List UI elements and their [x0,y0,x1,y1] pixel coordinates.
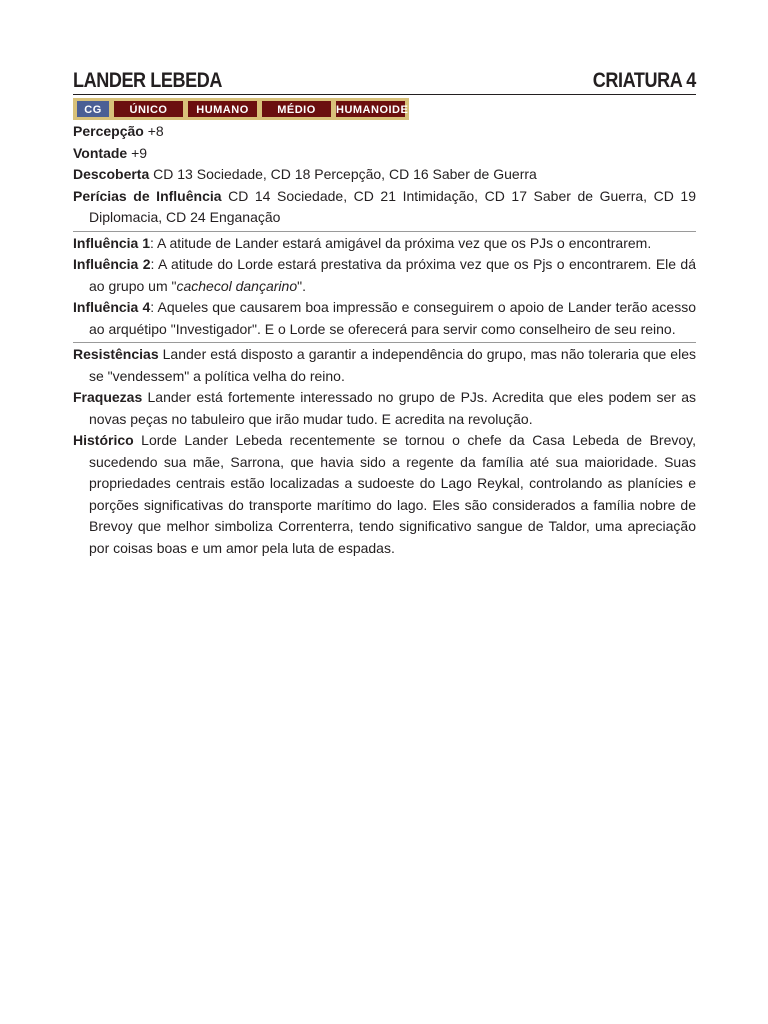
discovery-label: Descoberta [73,166,150,182]
will-value: +9 [127,144,148,161]
influence-skills-value: CD 14 Sociedade, CD 21 Intimidação, CD 17 Saber de Guerra, CD 19 Diplomacia, CD 24 Enganação [89,187,697,225]
influence-2-item: cachecol dançarino [176,277,298,294]
discovery-value: CD 13 Sociedade, CD 18 Percepção, CD 16 Saber de Guerra [149,166,537,182]
trait-unique: ÚNICO [113,100,184,118]
history-text: Lorde Lander Lebeda recentemente se tornou o chefe da Casa Lebeda de Brevoy, sucedendo sua mãe, Sarrona, que havia sido a regente da família até sua maioridade. Suas propriedades centrais estão localizadas a sudoeste do Lago Reykal, controlando as planícies e porções significativas do transporte marítimo do lago. Eles são considerados a família nobre de Brevoy que melhor simboliza Correnterra, tendo significativo sangue de Taldor, uma apreciação por coisas boas e um amor pela luta de espadas. [89,432,696,556]
trait-humanoid: HUMANOIDE [335,100,406,118]
resistances-text: Lander está disposto a garantir a independência do grupo, mas não toleraria que eles se "vendessem" a política velha do reino. [89,346,696,384]
influence-2-end: ". [297,277,306,294]
history-line [73,430,696,559]
will-label: Vontade [73,144,128,161]
weaknesses-label: Fraquezas [73,389,143,405]
trait-medium: MÉDIO [261,100,332,118]
influence-2-text: : A atitude do Lorde estará prestativa da próxima vez que os Pjs o encontrarem. Ele dá ao grupo um " [89,256,696,294]
divider [73,342,696,343]
influence-2-line [73,254,696,297]
divider [73,231,696,232]
discovery-line [73,164,696,186]
perception-label: Percepção [73,123,144,139]
stat-block-header [73,64,696,95]
trait-bar [73,98,409,120]
perception-value: +8 [143,123,164,139]
resistances-label: Resistências [73,346,159,362]
weaknesses-text: Lander está fortemente interessado no grupo de PJs. Acredita que eles podem ser as novas peças no tabuleiro que irão mudar tudo. E acredita na revolução. [89,389,696,427]
influence-1-line [73,233,696,255]
influence-skills-line [73,186,696,229]
weaknesses-line [73,387,696,430]
stat-block [73,64,696,559]
influence-2-label: Influência 2 [73,256,151,272]
creature-level: CRIATURA 4 [592,69,696,92]
influence-skills-label: Perícias de Influência [73,187,222,204]
influence-1-label: Influência 1 [73,234,151,251]
trait-human: HUMANO [187,100,258,118]
influence-4-text: : Aqueles que causarem boa impressão e conseguirem o apoio de Lander terão acesso ao arquétipo "Investigador". E o Lorde se oferecerá para servir como conselheiro de seu reino. [89,299,696,337]
influence-4-line [73,297,696,340]
perception-line [73,121,696,143]
resistances-line [73,344,696,387]
history-label: Histórico [73,432,134,448]
creature-name: LANDER LEBEDA [73,69,222,92]
influence-1-text: : A atitude de Lander estará amigável da próxima vez que os PJs o encontrarem. [150,234,652,251]
influence-4-label: Influência 4 [73,299,151,315]
will-line [73,143,696,165]
trait-alignment: CG [76,100,110,118]
